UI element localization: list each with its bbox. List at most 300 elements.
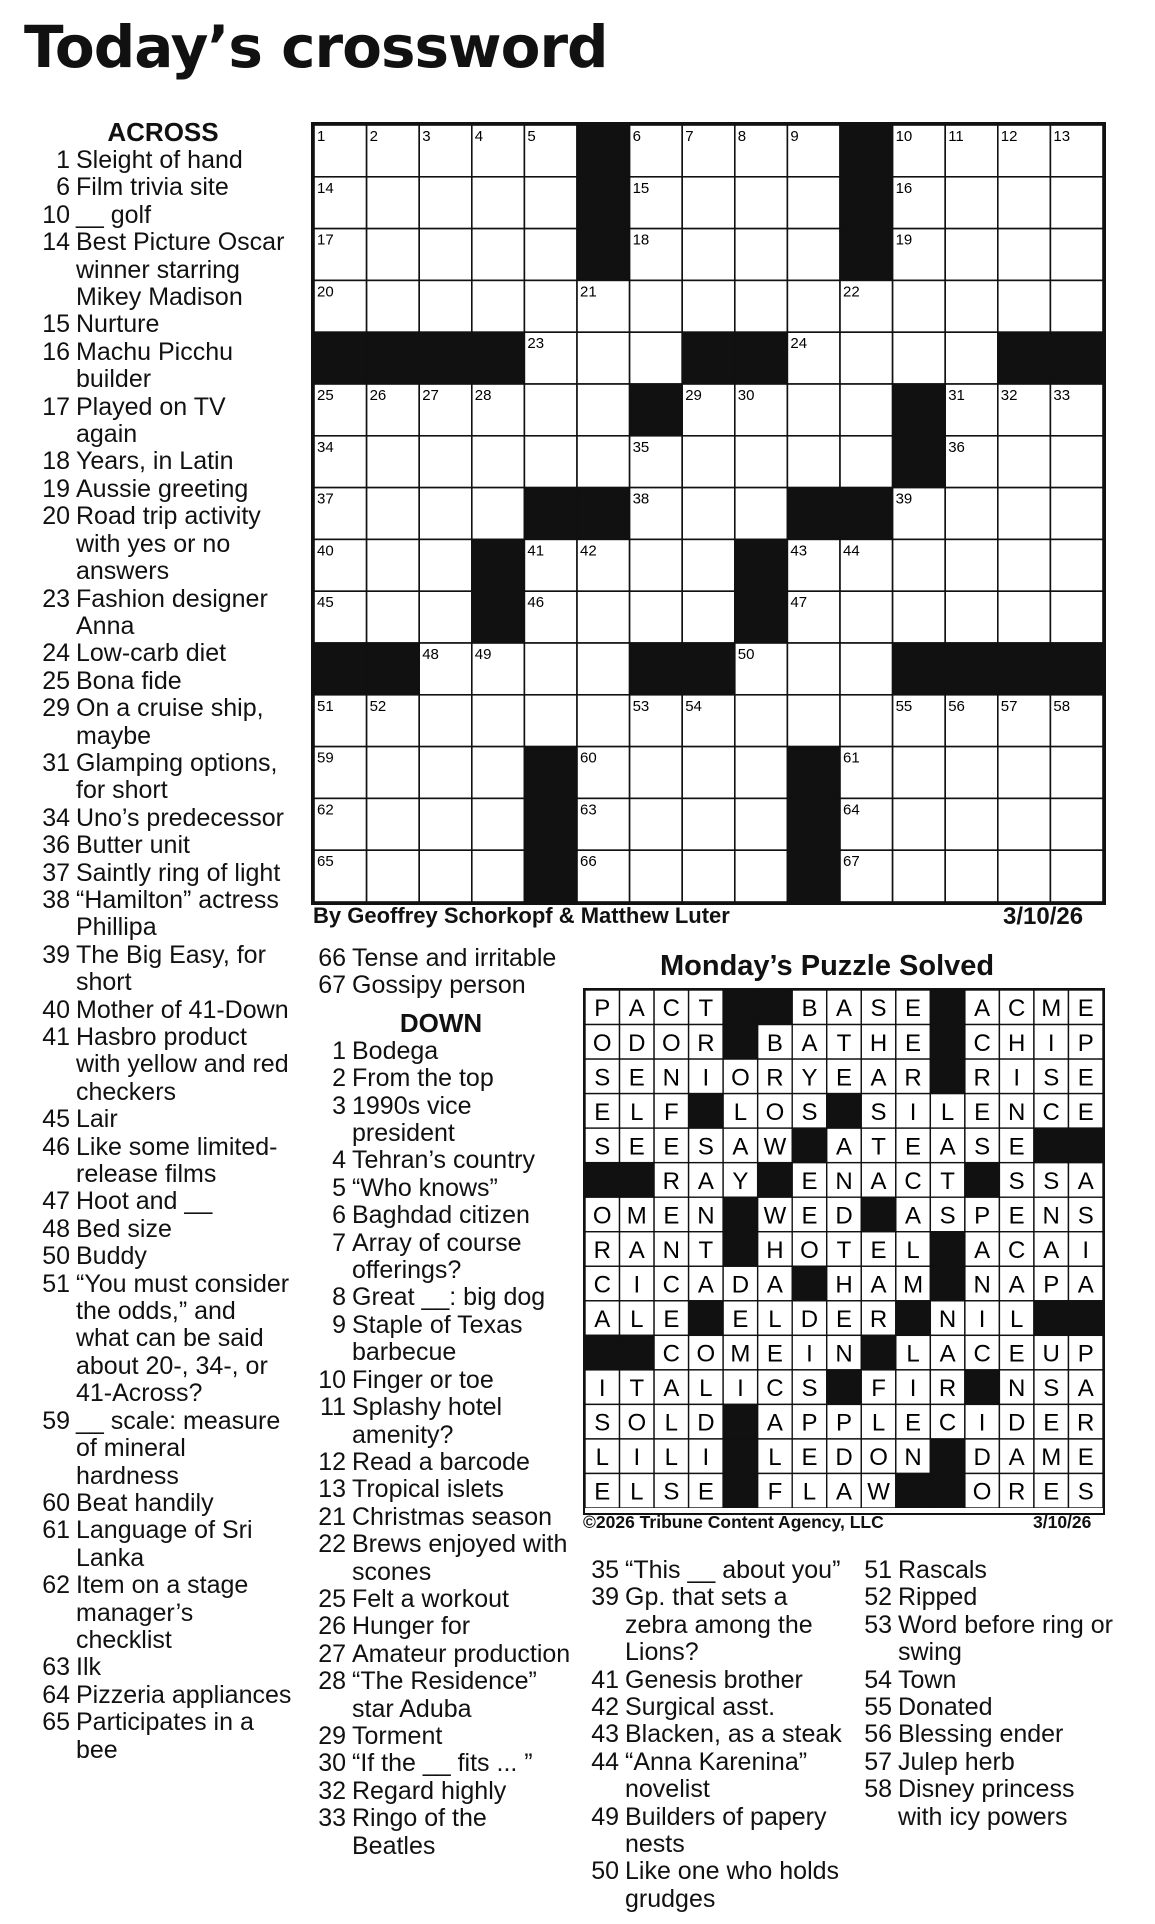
grid-number: 39 <box>895 490 913 508</box>
solution-block <box>1068 1301 1103 1336</box>
grid-cell[interactable] <box>840 436 893 488</box>
grid-cell[interactable] <box>682 488 735 540</box>
crossword-grid[interactable] <box>311 122 1106 905</box>
grid-cell[interactable] <box>998 280 1051 332</box>
grid-cell[interactable] <box>472 229 525 281</box>
grid-cell[interactable] <box>419 539 472 591</box>
solution-letter: E <box>835 1064 853 1092</box>
solution-letter: B <box>801 995 818 1023</box>
grid-cell[interactable] <box>735 488 788 540</box>
clue-item <box>34 229 292 311</box>
solution-letter: E <box>1008 1340 1025 1368</box>
clue-number: 5 <box>332 1173 346 1202</box>
solution-letter: A <box>594 1306 611 1334</box>
clue-number: 17 <box>42 392 70 421</box>
clue-number: 25 <box>318 1584 346 1613</box>
grid-cell[interactable] <box>524 280 577 332</box>
clue-number: 48 <box>42 1214 70 1243</box>
grid-number: 8 <box>737 128 747 145</box>
solution-letter: P <box>1077 1029 1094 1057</box>
grid-block <box>419 332 472 384</box>
grid-cell[interactable] <box>840 643 893 695</box>
grid-cell[interactable] <box>893 798 946 850</box>
solution-letter: I <box>909 1098 917 1126</box>
grid-cell[interactable] <box>735 436 788 488</box>
down-header: DOWN <box>399 1007 483 1038</box>
clue-text: Mother of 41-Down <box>76 995 289 1024</box>
grid-cell[interactable] <box>840 384 893 436</box>
solution-letter: O <box>592 1202 612 1230</box>
grid-cell[interactable] <box>1050 798 1103 850</box>
grid-cell[interactable] <box>840 695 893 747</box>
solution-letter: U <box>1042 1340 1060 1368</box>
solution-letter: R <box>904 1064 922 1092</box>
solution-letter: C <box>973 1029 991 1057</box>
solution-letter: N <box>1042 1202 1060 1230</box>
grid-cell[interactable] <box>735 850 788 902</box>
grid-cell[interactable] <box>998 436 1051 488</box>
solution-block <box>723 990 758 1025</box>
grid-cell[interactable] <box>472 747 525 799</box>
grid-cell[interactable] <box>630 850 683 902</box>
grid-cell[interactable] <box>682 798 735 850</box>
clue-number: 20 <box>42 502 70 531</box>
clue-item <box>310 1586 572 1613</box>
crossword-grid-svg[interactable] <box>314 125 1103 902</box>
grid-number: 24 <box>790 335 808 353</box>
grid-cell[interactable] <box>787 695 840 747</box>
grid-number: 9 <box>790 128 799 145</box>
grid-cell[interactable] <box>1050 436 1103 488</box>
down-clues-column-3 <box>583 1557 848 1913</box>
clue-text: Gossipy person <box>352 971 526 1000</box>
solution-title: Monday’s Puzzle Solved <box>660 950 995 982</box>
solution-letter: E <box>594 1098 611 1126</box>
clue-text: Played on TV again <box>76 392 226 449</box>
grid-cell[interactable] <box>945 747 998 799</box>
clue-text: “Who knows” <box>352 1173 498 1202</box>
clue-text: Like one who holds grudges <box>625 1857 840 1913</box>
solution-letter: N <box>662 1236 681 1264</box>
solution-letter: M <box>626 1202 647 1230</box>
grid-number: 10 <box>895 128 913 145</box>
grid-cell[interactable] <box>682 850 735 902</box>
solution-letter: E <box>663 1306 680 1334</box>
solution-letter: R <box>697 1029 715 1057</box>
grid-cell[interactable] <box>419 850 472 902</box>
clue-text: Nurture <box>76 310 160 339</box>
grid-block <box>893 436 946 488</box>
clue-item <box>583 1557 848 1584</box>
clue-item <box>856 1694 1118 1721</box>
grid-cell[interactable] <box>367 229 420 281</box>
grid-cell[interactable] <box>472 695 525 747</box>
solution-block <box>827 1370 862 1405</box>
clue-item <box>310 1038 572 1065</box>
grid-cell[interactable] <box>945 539 998 591</box>
grid-number: 64 <box>843 801 860 819</box>
grid-block <box>840 177 893 229</box>
grid-cell[interactable] <box>1050 539 1103 591</box>
clue-number: 10 <box>42 200 70 229</box>
solution-block <box>758 1163 793 1198</box>
solution-letter: O <box>869 1444 888 1472</box>
clue-text: Read a barcode <box>352 1447 530 1476</box>
grid-cell[interactable] <box>893 280 946 332</box>
grid-cell[interactable] <box>735 229 788 281</box>
grid-cell[interactable] <box>472 436 525 488</box>
grid-cell[interactable] <box>630 591 683 643</box>
clue-item <box>310 1230 572 1285</box>
solution-letter: A <box>835 995 853 1023</box>
clue-text: Tropical islets <box>352 1475 504 1504</box>
solution-letter: E <box>870 1236 887 1264</box>
grid-cell[interactable] <box>945 850 998 902</box>
grid-cell[interactable] <box>893 747 946 799</box>
solution-letter: A <box>1008 1444 1025 1472</box>
grid-cell[interactable] <box>524 384 577 436</box>
grid-cell[interactable] <box>367 488 420 540</box>
grid-cell[interactable] <box>1050 280 1103 332</box>
grid-cell[interactable] <box>998 850 1051 902</box>
solution-grid-svg <box>585 990 1103 1508</box>
solution-letter: A <box>905 1202 922 1230</box>
grid-cell[interactable] <box>577 436 630 488</box>
grid-cell[interactable] <box>419 695 472 747</box>
grid-cell[interactable] <box>998 229 1051 281</box>
grid-cell[interactable] <box>419 591 472 643</box>
clue-number: 39 <box>42 940 70 969</box>
grid-cell[interactable] <box>945 280 998 332</box>
grid-cell[interactable] <box>630 747 683 799</box>
grid-cell[interactable] <box>419 229 472 281</box>
clue-item <box>310 1093 572 1148</box>
solution-letter: R <box>869 1306 888 1334</box>
grid-cell[interactable] <box>630 539 683 591</box>
grid-cell[interactable] <box>787 436 840 488</box>
grid-cell[interactable] <box>630 798 683 850</box>
solution-block <box>620 1163 655 1198</box>
clue-text: Tehran’s country <box>352 1146 535 1175</box>
solution-letter: L <box>595 1444 609 1472</box>
grid-cell[interactable] <box>1050 177 1103 229</box>
clue-number: 63 <box>42 1653 70 1682</box>
grid-cell[interactable] <box>524 436 577 488</box>
grid-cell[interactable] <box>735 747 788 799</box>
grid-cell[interactable] <box>840 591 893 643</box>
grid-cell[interactable] <box>1050 850 1103 902</box>
grid-cell[interactable] <box>630 332 683 384</box>
clue-text: From the top <box>352 1064 494 1093</box>
grid-cell[interactable] <box>577 384 630 436</box>
clue-number: 61 <box>42 1516 70 1545</box>
grid-cell[interactable] <box>472 850 525 902</box>
clue-number: 19 <box>42 474 70 503</box>
grid-cell[interactable] <box>577 332 630 384</box>
grid-cell[interactable] <box>419 177 472 229</box>
clue-number: 6 <box>332 1201 346 1230</box>
grid-cell[interactable] <box>367 747 420 799</box>
grid-number: 47 <box>790 594 808 612</box>
grid-number: 29 <box>685 387 702 404</box>
grid-cell[interactable] <box>630 280 683 332</box>
grid-number: 11 <box>948 128 964 145</box>
grid-cell[interactable] <box>945 332 998 384</box>
grid-cell[interactable] <box>472 177 525 229</box>
solution-letter: L <box>699 1375 713 1403</box>
grid-number: 3 <box>422 128 431 145</box>
clue-number: 24 <box>42 639 70 668</box>
clue-text: Julep herb <box>898 1747 1015 1776</box>
solution-letter: I <box>1082 1236 1090 1264</box>
solution-letter: L <box>664 1444 679 1472</box>
grid-cell[interactable] <box>998 539 1051 591</box>
solution-letter: P <box>835 1409 853 1437</box>
solution-letter: Y <box>801 1064 818 1092</box>
clue-text: Uno’s predecessor <box>76 803 284 832</box>
grid-cell[interactable] <box>787 643 840 695</box>
grid-number: 35 <box>632 438 650 456</box>
grid-cell[interactable] <box>735 177 788 229</box>
grid-cell[interactable] <box>893 332 946 384</box>
solution-block <box>585 1335 620 1370</box>
grid-cell[interactable] <box>787 177 840 229</box>
solution-letter: L <box>906 1236 920 1264</box>
grid-cell[interactable] <box>945 591 998 643</box>
grid-cell[interactable] <box>893 850 946 902</box>
clue-item <box>34 1654 292 1681</box>
clue-item <box>34 860 292 887</box>
solution-letter: A <box>697 1167 714 1195</box>
grid-cell[interactable] <box>524 229 577 281</box>
clue-number: 7 <box>332 1228 346 1257</box>
grid-cell[interactable] <box>998 798 1051 850</box>
grid-cell[interactable] <box>367 177 420 229</box>
grid-number: 62 <box>317 801 334 819</box>
clue-text: __ golf <box>76 200 152 229</box>
clue-number: 51 <box>42 1269 70 1298</box>
solution-letter: C <box>973 1340 991 1368</box>
clue-item <box>34 1408 292 1490</box>
grid-number: 28 <box>474 387 492 404</box>
solution-letter: T <box>871 1133 886 1161</box>
clue-item <box>34 695 292 750</box>
grid-cell[interactable] <box>1050 591 1103 643</box>
grid-cell[interactable] <box>840 332 893 384</box>
clue-text: “Anna Karenina” novelist <box>625 1747 808 1804</box>
grid-cell[interactable] <box>367 539 420 591</box>
grid-cell[interactable] <box>735 798 788 850</box>
grid-cell[interactable] <box>787 229 840 281</box>
clue-text: Brews enjoyed with scones <box>352 1530 568 1586</box>
solution-letter: E <box>663 1202 680 1230</box>
grid-number: 23 <box>527 335 545 353</box>
grid-cell[interactable] <box>577 695 630 747</box>
solution-letter: R <box>973 1064 991 1092</box>
solution-letter: I <box>978 1306 986 1334</box>
grid-block <box>630 384 683 436</box>
grid-number: 27 <box>422 387 439 404</box>
solution-letter: A <box>939 1133 956 1161</box>
solution-letter: E <box>801 1444 818 1472</box>
grid-cell[interactable] <box>367 591 420 643</box>
clue-number: 42 <box>591 1693 619 1722</box>
solution-letter: D <box>697 1409 715 1437</box>
grid-cell[interactable] <box>1050 747 1103 799</box>
clue-text: Felt a workout <box>352 1584 510 1613</box>
solution-block <box>930 1473 965 1508</box>
grid-cell[interactable] <box>998 591 1051 643</box>
grid-cell[interactable] <box>577 591 630 643</box>
solution-letter: A <box>835 1478 853 1506</box>
grid-cell[interactable] <box>787 280 840 332</box>
grid-cell[interactable] <box>735 695 788 747</box>
grid-cell[interactable] <box>419 747 472 799</box>
clue-number: 31 <box>42 748 70 777</box>
grid-cell[interactable] <box>945 488 998 540</box>
grid-cell[interactable] <box>682 747 735 799</box>
clue-text: On a cruise ship, maybe <box>76 694 264 750</box>
clue-item <box>856 1776 1118 1831</box>
grid-cell[interactable] <box>419 280 472 332</box>
grid-cell[interactable] <box>472 488 525 540</box>
clue-item <box>310 1202 572 1229</box>
solution-letter: D <box>835 1202 853 1230</box>
clue-number: 6 <box>56 173 70 202</box>
grid-cell[interactable] <box>367 850 420 902</box>
solution-letter: T <box>629 1375 645 1403</box>
clue-number: 14 <box>42 228 70 257</box>
grid-cell[interactable] <box>419 798 472 850</box>
solution-letter: A <box>939 1340 956 1368</box>
solution-letter: R <box>662 1167 681 1195</box>
solution-letter: T <box>940 1167 955 1195</box>
grid-number: 19 <box>895 231 913 249</box>
clue-text: Splashy hotel amenity? <box>352 1393 503 1449</box>
grid-cell[interactable] <box>998 488 1051 540</box>
grid-cell[interactable] <box>682 539 735 591</box>
solution-letter: T <box>836 1236 852 1264</box>
clue-text: Years, in Latin <box>76 447 234 476</box>
solution-letter: S <box>663 1478 680 1506</box>
solution-letter: F <box>871 1375 886 1403</box>
grid-cell[interactable] <box>419 436 472 488</box>
solution-letter: S <box>870 995 887 1023</box>
solution-letter: A <box>628 995 645 1023</box>
solution-letter: W <box>763 1202 787 1230</box>
grid-cell[interactable] <box>998 177 1051 229</box>
grid-cell[interactable] <box>472 798 525 850</box>
clue-text: Fashion designer Anna <box>76 584 268 640</box>
grid-block <box>577 125 630 177</box>
grid-cell[interactable] <box>787 384 840 436</box>
grid-cell[interactable] <box>682 591 735 643</box>
clue-item <box>583 1858 848 1913</box>
solution-letter: A <box>974 995 991 1023</box>
clue-text: Bodega <box>352 1036 439 1065</box>
grid-cell[interactable] <box>1050 488 1103 540</box>
grid-cell[interactable] <box>998 747 1051 799</box>
solution-letter: S <box>870 1098 887 1126</box>
solution-letter: E <box>1077 1098 1094 1126</box>
clue-number: 23 <box>42 584 70 613</box>
grid-number: 55 <box>895 697 913 715</box>
grid-cell[interactable] <box>367 280 420 332</box>
solution-block <box>965 1370 1000 1405</box>
grid-cell[interactable] <box>524 643 577 695</box>
solution-letter: L <box>664 1409 679 1437</box>
grid-cell[interactable] <box>367 436 420 488</box>
grid-cell[interactable] <box>893 539 946 591</box>
grid-cell[interactable] <box>577 643 630 695</box>
grid-cell[interactable] <box>524 695 577 747</box>
grid-block <box>682 643 735 695</box>
grid-cell[interactable] <box>945 229 998 281</box>
grid-number: 66 <box>580 853 597 871</box>
solution-letter: C <box>1042 1098 1060 1126</box>
clue-number: 36 <box>42 831 70 860</box>
grid-cell[interactable] <box>893 591 946 643</box>
grid-cell[interactable] <box>945 798 998 850</box>
clue-number: 29 <box>318 1721 346 1750</box>
solution-letter: Y <box>732 1167 749 1195</box>
grid-cell[interactable] <box>682 177 735 229</box>
clue-number: 29 <box>42 694 70 723</box>
solution-block <box>689 1301 724 1336</box>
clue-text: Finger or toe <box>352 1365 494 1394</box>
solution-letter: C <box>662 1340 681 1368</box>
solution-letter: I <box>737 1375 744 1403</box>
grid-number: 33 <box>1053 387 1071 404</box>
grid-cell[interactable] <box>472 280 525 332</box>
copyright: ©2026 Tribune Content Agency, LLC <box>583 1512 884 1532</box>
grid-cell[interactable] <box>1050 229 1103 281</box>
solution-letter: E <box>905 1029 922 1057</box>
solution-letter: F <box>767 1478 783 1506</box>
solution-letter: E <box>1043 1478 1060 1506</box>
clue-item <box>856 1667 1118 1694</box>
clue-text: Film trivia site <box>76 173 229 202</box>
grid-cell[interactable] <box>945 177 998 229</box>
solution-letter: W <box>867 1478 890 1506</box>
solution-letter: E <box>1008 1202 1025 1230</box>
clue-number: 52 <box>864 1583 892 1612</box>
grid-cell[interactable] <box>419 488 472 540</box>
grid-block <box>735 539 788 591</box>
solution-letter: N <box>697 1202 715 1230</box>
grid-cell[interactable] <box>524 177 577 229</box>
solution-block <box>1034 1128 1069 1163</box>
solution-letter: S <box>1008 1167 1025 1195</box>
clue-item <box>34 202 292 229</box>
solution-letter: A <box>1077 1271 1094 1299</box>
solution-letter: A <box>801 1029 818 1057</box>
page-title: Today’s crossword <box>24 13 608 81</box>
grid-cell[interactable] <box>367 798 420 850</box>
grid-cell[interactable] <box>682 280 735 332</box>
clue-text: Hoot and __ <box>76 1187 213 1216</box>
grid-cell[interactable] <box>735 280 788 332</box>
solution-letter: H <box>869 1029 888 1057</box>
solution-letter: O <box>627 1409 647 1437</box>
grid-cell[interactable] <box>682 229 735 281</box>
clue-number: 41 <box>42 1023 70 1051</box>
clue-text: Great __: big dog <box>352 1283 546 1312</box>
grid-cell[interactable] <box>682 436 735 488</box>
clue-item <box>34 476 292 503</box>
solution-letter: N <box>835 1340 853 1368</box>
solution-letter: I <box>978 1409 986 1437</box>
